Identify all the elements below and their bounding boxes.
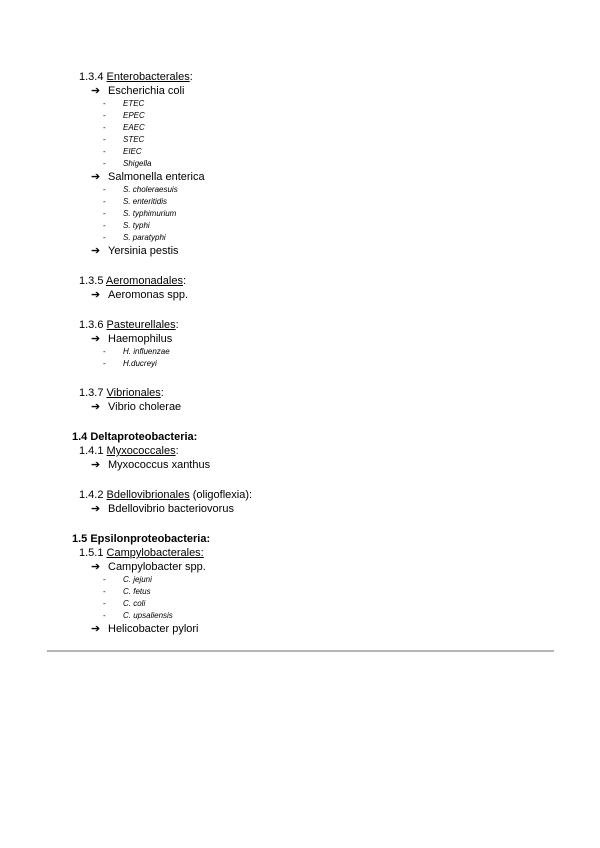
section-title: Enterobacterales [106,71,190,83]
section-number: 1.5.1 [79,547,104,559]
dash-bullet: - [103,599,106,608]
sub-list-item: - Shigella [103,159,152,168]
sub-list-item: - STEC [103,135,145,144]
dash-bullet: - [103,185,106,194]
section-1-3-6-heading: 1.3.6 Pasteurellales: [79,319,179,331]
section-title: Campylobacterales: [106,547,204,559]
list-item: ➔ Escherichia coli [91,85,185,97]
section-1-3-7-heading: 1.3.7 Vibrionales: [79,387,164,399]
list-item: ➔ Bdellovibrio bacteriovorus [91,503,234,515]
dash-bullet: - [103,611,106,620]
sub-list-item: - S. typhimurium [103,209,177,218]
spacer [0,370,600,386]
dash-bullet: - [103,99,106,108]
section-1-4-heading: 1.4 Deltaproteobacteria: [72,431,198,443]
sub-list-item: - EPEC [103,111,145,120]
sub-list-item: - EAEC [103,123,145,132]
arrow-icon: ➔ [91,333,101,345]
sub-list-item: - S. paratyphi [103,233,166,242]
arrow-icon: ➔ [91,289,101,301]
arrow-icon: ➔ [91,561,101,573]
sub-list-item: - H.ducreyi [103,359,157,368]
spacer [0,516,600,532]
arrow-icon: ➔ [91,401,101,413]
dash-bullet: - [103,123,106,132]
list-item: ➔ Yersinia pestis [91,245,179,257]
section-title: Aeromonadales [105,275,183,287]
sub-list-item: - C. upsaliensis [103,611,173,620]
dash-bullet: - [103,147,106,156]
section-title: Pasteurellales [106,319,176,331]
section-1-5-1-heading [0,546,600,560]
dash-bullet: - [103,209,106,218]
dash-bullet: - [103,135,106,144]
sub-list-item: - ETEC [103,99,145,108]
section-number: 1.4.2 [79,489,104,501]
section-1-3-5-heading: 1.3.5 Aeromonadales: [79,275,187,287]
dash-bullet: - [103,221,106,230]
list-item: ➔ Helicobacter pylori [91,623,199,635]
spacer [0,258,600,274]
list-item: ➔ Vibrio cholerae [91,401,182,413]
list-item: ➔ Campylobacter spp. [91,561,206,573]
section-1-5-heading: 1.5 Epsilonproteobacteria: [72,533,211,545]
sub-list-item: - S. typhi [103,221,150,230]
arrow-icon: ➔ [91,245,101,257]
section-1-3-4-heading: 1.3.4 Enterobacterales: [79,71,193,83]
dash-bullet: - [103,359,106,368]
dash-bullet: - [103,197,106,206]
arrow-icon: ➔ [91,503,101,515]
spacer [0,414,600,430]
spacer [0,302,600,318]
section-number: 1.3.5 [79,275,104,287]
sub-list-item: - H. influenzae [103,347,170,356]
list-item: ➔ Haemophilus [91,333,173,345]
section-1-4-2-heading: 1.4.2 Bdellovibrionales (oligoflexia): [79,489,253,501]
section-title: Myxococcales [106,445,176,457]
dash-bullet: - [103,111,106,120]
arrow-icon: ➔ [91,623,101,635]
horizontal-rule [47,650,554,652]
sub-list-item: - S. choleraesuis [103,185,178,194]
dash-bullet: - [103,159,106,168]
dash-bullet: - [103,347,106,356]
section-title: Bdellovibrionales [106,489,190,501]
list-item: ➔ Myxococcus xanthus [91,459,211,471]
arrow-icon: ➔ [91,85,101,97]
section-number: 1.4.1 [79,445,104,457]
sub-list-item: - EIEC [103,147,142,156]
document-body [0,70,600,636]
sub-list-item: - C. fetus [103,587,151,596]
sub-list-item: - C. jejuni [103,575,152,584]
section-number: 1.3.6 [79,319,104,331]
list-item: ➔ Salmonella enterica [91,171,205,183]
section-title: Vibrionales [106,387,161,399]
dash-bullet: - [103,587,106,596]
arrow-icon: ➔ [91,459,101,471]
section-number: 1.3.7 [79,387,104,399]
arrow-icon: ➔ [91,171,101,183]
spacer [0,472,600,488]
section-number: 1.3.4 [79,71,104,83]
dash-bullet: - [103,233,106,242]
sub-list-item: - S. enteritidis [103,197,168,206]
list-item: ➔ Aeromonas spp. [91,289,189,301]
section-1-4-1-heading: 1.4.1 Myxococcales: [79,445,179,457]
sub-list-item: - C. coli [103,599,146,608]
dash-bullet: - [103,575,106,584]
